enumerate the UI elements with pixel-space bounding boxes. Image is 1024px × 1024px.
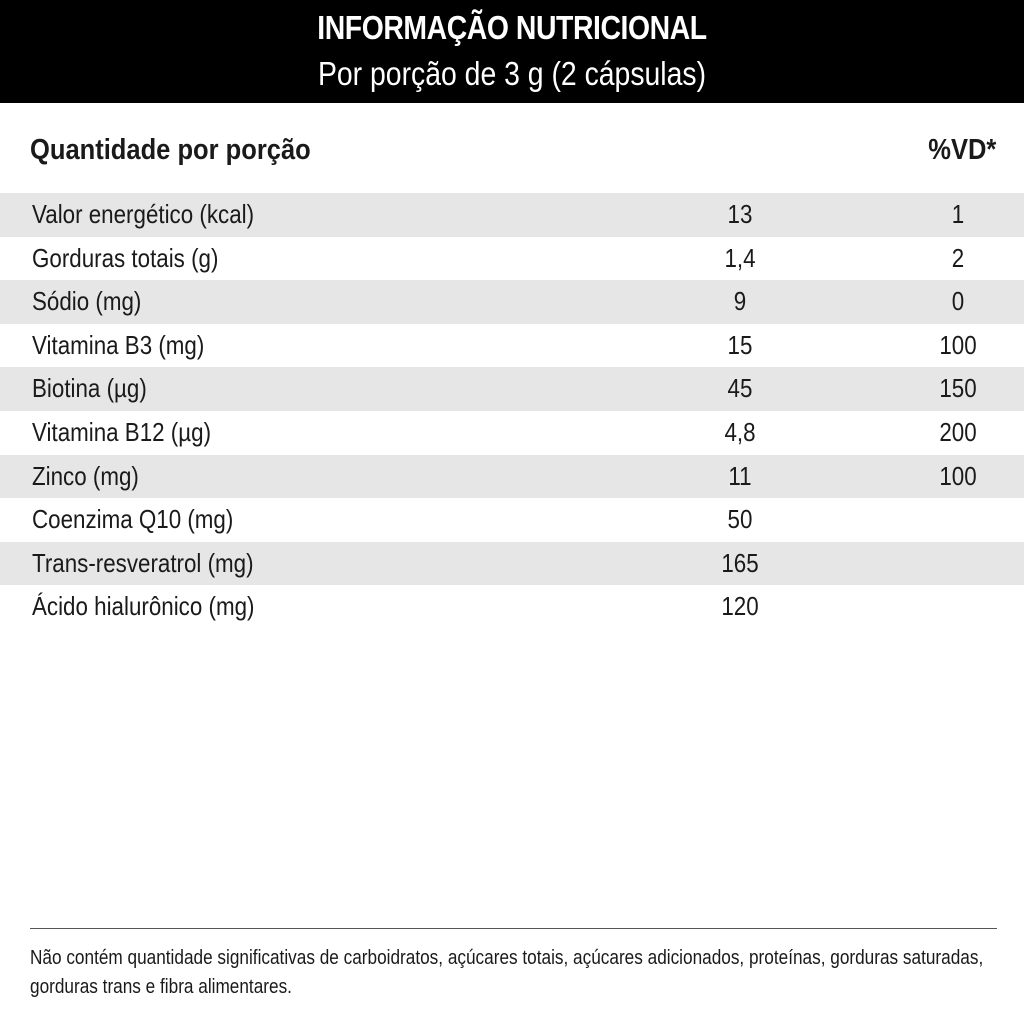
nutrient-name: Coenzima Q10 (mg) [32,504,234,535]
nutrient-quantity: 45 [727,373,753,404]
nutrient-quantity: 4,8 [724,416,756,447]
nutrition-table [0,193,1024,629]
table-row [0,193,1024,237]
table-row [0,237,1024,281]
table-title: INFORMAÇÃO NUTRICIONAL [317,9,707,46]
nutrient-name: Gorduras totais (g) [32,242,219,273]
nutrient-quantity: 9 [733,286,747,317]
nutrient-quantity: 50 [727,504,753,535]
table-row [0,455,1024,499]
nutrient-quantity: 165 [721,547,759,578]
table-row [0,324,1024,368]
nutrient-name: Zinco (mg) [32,460,139,491]
table-row [0,280,1024,324]
daily-value-column-header: %VD* [927,134,996,166]
nutrient-daily-value: 200 [939,416,977,447]
nutrient-daily-value: 150 [939,373,977,404]
nutrient-name: Vitamina B12 (µg) [32,416,212,447]
table-row [0,367,1024,411]
nutrient-name: Trans-resveratrol (mg) [32,547,254,578]
table-row [0,585,1024,629]
nutrient-quantity: 15 [727,329,753,360]
nutrient-name: Valor energético (kcal) [32,199,255,229]
nutrient-daily-value: 2 [951,242,965,273]
nutrient-name: Biotina (µg) [32,373,147,404]
serving-size-subtitle: Por porção de 3 g (2 cápsulas) [317,55,707,92]
nutrient-daily-value: 100 [939,329,977,360]
nutrient-daily-value: 1 [951,199,965,229]
table-row [0,542,1024,586]
table-row [0,411,1024,455]
table-row [0,498,1024,542]
table-header-banner [0,0,1024,103]
nutrient-daily-value: 100 [939,460,977,491]
nutrient-quantity: 120 [721,591,759,622]
footnote-text: Não contém quantidade significativas de carboidratos, açúcares totais, açúcares adicionados, proteínas, gorduras saturadas, gorduras trans e fibra alimentares. [30,947,984,998]
quantity-column-header: Quantidade por porção [30,134,311,166]
nutrient-quantity: 1,4 [724,242,756,273]
nutrient-daily-value: 0 [951,286,965,317]
nutrient-name: Sódio (mg) [32,286,142,317]
nutrient-quantity: 13 [727,199,753,229]
footnote-divider [30,928,997,929]
nutrient-quantity: 11 [728,460,752,491]
nutrient-name: Vitamina B3 (mg) [32,329,205,360]
nutrient-name: Ácido hialurônico (mg) [32,591,255,622]
